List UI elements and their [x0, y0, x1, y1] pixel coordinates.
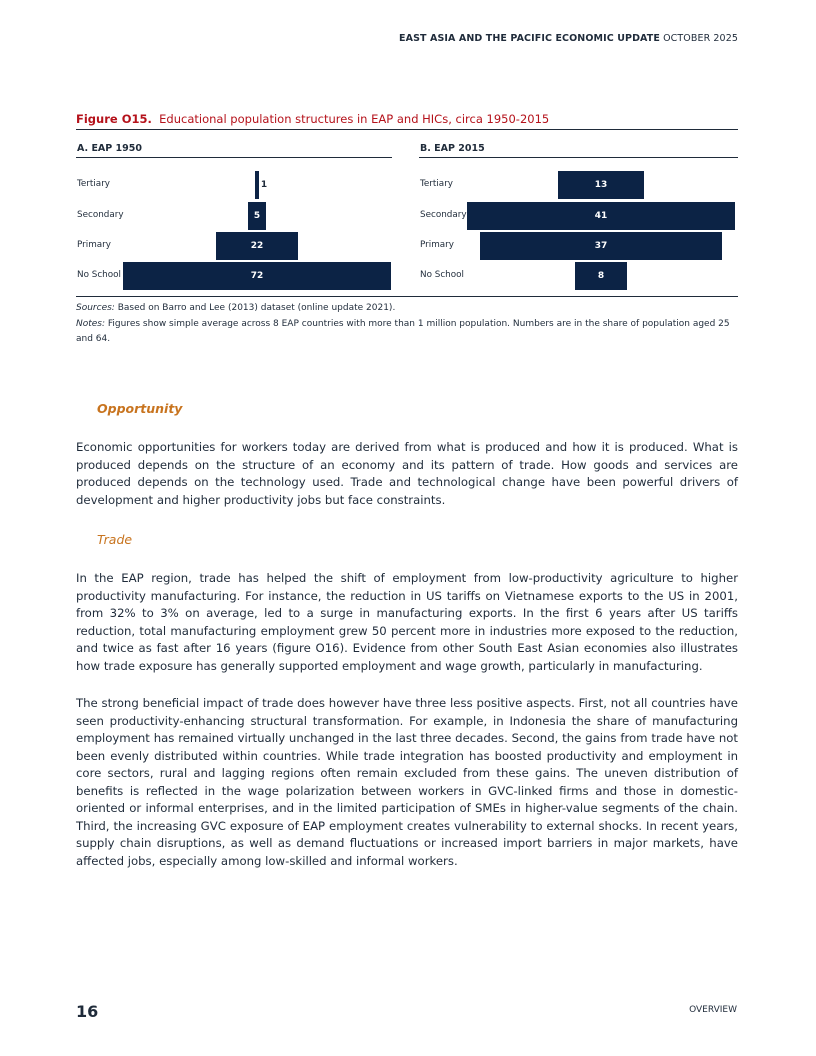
- figure-bottom-rule: [76, 296, 738, 297]
- bar-value-label: 41: [594, 211, 608, 221]
- category-label: Secondary: [77, 210, 124, 220]
- heading-opportunity: Opportunity: [97, 401, 183, 416]
- bar: [255, 171, 259, 199]
- category-label: Tertiary: [420, 179, 454, 189]
- figure-notes: [76, 301, 740, 348]
- bar-value-label: 1: [260, 180, 268, 190]
- panel-a-chart: [76, 158, 392, 294]
- figure-caption: Educational population structures in EAP and HICs, circa 1950-2015: [159, 112, 550, 126]
- notes-line: [76, 317, 740, 348]
- category-label: Primary: [420, 240, 454, 250]
- category-label: Primary: [77, 240, 111, 250]
- paragraph-trade-1: In the EAP region, trade has helped the shift of employment from low-productivity agriculture to higher productivity manufacturing. For instance, the reduction in US tariffs on Vietnamese exports to the US in 2001, from 32% to 3% on average, led to a surge in manufacturing exports. In the first 6 years after US tariffs reduction, total manufacturing employment grew 50 percent more in industries more exposed to the reduction, and twice as fast after 16 years (figure O16). Evidence from other South East Asian economies also illustrates how trade exposure has generally supported employment and wage growth, particularly in manufacturing.: [76, 571, 738, 673]
- running-header: [399, 33, 738, 44]
- figure-number: Figure O15.: [76, 112, 152, 126]
- panel-b-chart: [419, 158, 738, 294]
- bar-value-label: 5: [253, 211, 261, 221]
- figure-top-rule: [76, 129, 738, 130]
- category-label: No School: [77, 270, 121, 280]
- header-date: OCTOBER 2025: [663, 33, 738, 44]
- header-title: EAST ASIA AND THE PACIFIC ECONOMIC UPDATE: [399, 33, 660, 44]
- figure-title: [76, 112, 549, 126]
- notes-label: Notes:: [76, 318, 106, 329]
- footer-section-label: OVERVIEW: [689, 1005, 737, 1015]
- sources-text: Based on Barro and Lee (2013) dataset (online update 2021).: [114, 303, 396, 313]
- heading-trade: Trade: [97, 532, 133, 547]
- panel-b-title: B. EAP 2015: [420, 143, 485, 154]
- page-number: 16: [76, 1002, 99, 1021]
- sources-label: Sources:: [76, 303, 115, 313]
- sources-line: [76, 301, 740, 317]
- category-label: Tertiary: [77, 179, 111, 189]
- paragraph-opportunity: Economic opportunities for workers today are derived from what is produced and how it is produced. What is produced depends on the structure of an economy and its pattern of trade. How goods and services are produced depends on the technology used. Trade and technological change have been powerful drivers of development and higher productivity jobs but face constraints.: [76, 440, 738, 507]
- bar-value-label: 8: [597, 271, 605, 281]
- category-label: No School: [420, 270, 464, 280]
- paragraph-trade-2: The strong beneficial impact of trade does however have three less positive aspects. First, not all countries have seen productivity-enhancing structural transformation. For example, in Indonesia the share of manufacturing employment has remained virtually unchanged in the last three decades. Second, the gains from trade have not been evenly distributed within countries. While trade integration has boosted productivity and employment in core sectors, rural and lagging regions often remain excluded from these gains. The uneven distribution of benefits is reflected in the wage polarization between workers in GVC-linked firms and those in domestic-oriented or informal enterprises, and in the limited participation of SMEs in higher-value segments of the chain. Third, the increasing GVC exposure of EAP employment creates vulnerability to external shocks. In recent years, supply chain disruptions, as well as demand fluctuations or increased import barriers in major markets, have affected jobs, especially among low-skilled and informal workers.: [76, 696, 738, 868]
- panel-a-title: A. EAP 1950: [77, 143, 142, 154]
- bar-value-label: 22: [250, 241, 264, 251]
- category-label: Secondary: [420, 210, 467, 220]
- bar-value-label: 37: [594, 241, 608, 251]
- notes-text: Figures show simple average across 8 EAP countries with more than 1 million population. Numbers are in the share of population aged 25 and 64.: [76, 318, 730, 344]
- bar-value-label: 72: [250, 271, 264, 281]
- bar-value-label: 13: [594, 180, 608, 190]
